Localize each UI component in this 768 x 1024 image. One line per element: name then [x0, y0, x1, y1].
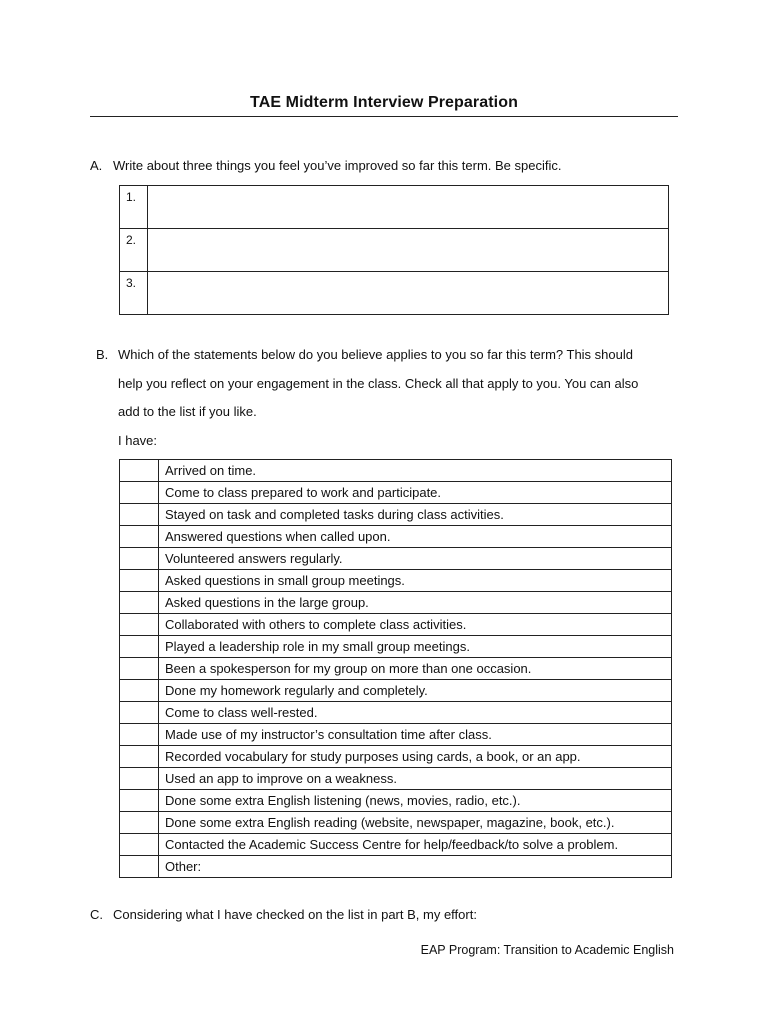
statement-cell: Used an app to improve on a weakness. — [159, 768, 672, 790]
checkbox-cell[interactable] — [120, 526, 159, 548]
section-b-question — [96, 347, 696, 447]
statement-cell: Been a spokesperson for my group on more than one occasion. — [159, 658, 672, 680]
table-row — [120, 724, 672, 746]
checkbox-cell[interactable] — [120, 856, 159, 878]
section-c-prompt: Considering what I have checked on the list in part B, my effort: — [113, 907, 477, 922]
section-b-marker: B. — [96, 347, 109, 362]
table-row — [120, 746, 672, 768]
checkbox-cell[interactable] — [120, 790, 159, 812]
table-row — [120, 790, 672, 812]
statement-cell: Stayed on task and completed tasks during class activities. — [159, 504, 672, 526]
title-underline — [90, 116, 678, 117]
section-c-question — [90, 907, 690, 923]
document-footer: EAP Program: Transition to Academic English — [420, 943, 674, 957]
table-row — [120, 812, 672, 834]
statement-cell: Done some extra English reading (website, newspaper, magazine, book, etc.). — [159, 812, 672, 834]
table-row — [120, 272, 669, 315]
statement-cell: Played a leadership role in my small group meetings. — [159, 636, 672, 658]
improvement-answer-cell[interactable] — [148, 229, 669, 272]
checkbox-cell[interactable] — [120, 702, 159, 724]
statement-cell: Volunteered answers regularly. — [159, 548, 672, 570]
table-row — [120, 592, 672, 614]
checkbox-cell[interactable] — [120, 570, 159, 592]
improvement-answer-cell[interactable] — [148, 186, 669, 229]
table-row — [120, 614, 672, 636]
section-a-question — [90, 158, 690, 174]
statement-cell: Made use of my instructor’s consultation time after class. — [159, 724, 672, 746]
statement-cell: Answered questions when called upon. — [159, 526, 672, 548]
table-row — [120, 636, 672, 658]
statement-cell: Done some extra English listening (news, movies, radio, etc.). — [159, 790, 672, 812]
table-row — [120, 526, 672, 548]
section-a-prompt: Write about three things you feel you’ve improved so far this term. Be specific. — [113, 158, 562, 173]
checkbox-cell[interactable] — [120, 592, 159, 614]
checkbox-cell[interactable] — [120, 658, 159, 680]
table-row — [120, 548, 672, 570]
table-row — [120, 482, 672, 504]
section-b-prompt-line: Which of the statements below do you believe applies to you so far this term? This should — [118, 347, 633, 362]
table-row — [120, 658, 672, 680]
checkbox-cell[interactable] — [120, 768, 159, 790]
table-row — [120, 680, 672, 702]
statement-cell: Recorded vocabulary for study purposes using cards, a book, or an app. — [159, 746, 672, 768]
checkbox-cell[interactable] — [120, 724, 159, 746]
statement-cell: Done my homework regularly and completely. — [159, 680, 672, 702]
checkbox-cell[interactable] — [120, 504, 159, 526]
statement-cell: Asked questions in the large group. — [159, 592, 672, 614]
improvements-table — [119, 185, 669, 315]
checkbox-cell[interactable] — [120, 834, 159, 856]
improvement-answer-cell[interactable] — [148, 272, 669, 315]
checkbox-cell[interactable] — [120, 680, 159, 702]
table-row — [120, 768, 672, 790]
section-b-prompt-line: add to the list if you like. — [118, 404, 257, 419]
checkbox-cell[interactable] — [120, 460, 159, 482]
table-row — [120, 229, 669, 272]
table-row — [120, 186, 669, 229]
table-row — [120, 570, 672, 592]
section-b-lead: I have: — [118, 432, 158, 448]
statement-cell: Contacted the Academic Success Centre for help/feedback/to solve a problem. — [159, 834, 672, 856]
checkbox-cell[interactable] — [120, 482, 159, 504]
statement-cell: Arrived on time. — [159, 460, 672, 482]
checkbox-cell[interactable] — [120, 746, 159, 768]
engagement-checklist-table — [119, 459, 672, 878]
table-row — [120, 504, 672, 526]
statement-cell: Collaborated with others to complete class activities. — [159, 614, 672, 636]
section-b-prompt — [118, 347, 638, 461]
table-row — [120, 856, 672, 878]
statement-cell: Come to class prepared to work and participate. — [159, 482, 672, 504]
checkbox-cell[interactable] — [120, 636, 159, 658]
checkbox-cell[interactable] — [120, 548, 159, 570]
checkbox-cell[interactable] — [120, 812, 159, 834]
section-b-prompt-line: help you reflect on your engagement in the class. Check all that apply to you. You can also — [118, 375, 639, 391]
row-number: 1. — [120, 186, 148, 229]
section-a-marker: A. — [90, 158, 103, 173]
checkbox-cell[interactable] — [120, 614, 159, 636]
statement-cell: Other: — [159, 856, 672, 878]
statement-cell: Asked questions in small group meetings. — [159, 570, 672, 592]
statement-cell: Come to class well-rested. — [159, 702, 672, 724]
row-number: 3. — [120, 272, 148, 315]
row-number: 2. — [120, 229, 148, 272]
document-title: TAE Midterm Interview Preparation — [250, 94, 518, 111]
table-row — [120, 834, 672, 856]
table-row — [120, 460, 672, 482]
table-row — [120, 702, 672, 724]
section-c-marker: C. — [90, 907, 103, 922]
